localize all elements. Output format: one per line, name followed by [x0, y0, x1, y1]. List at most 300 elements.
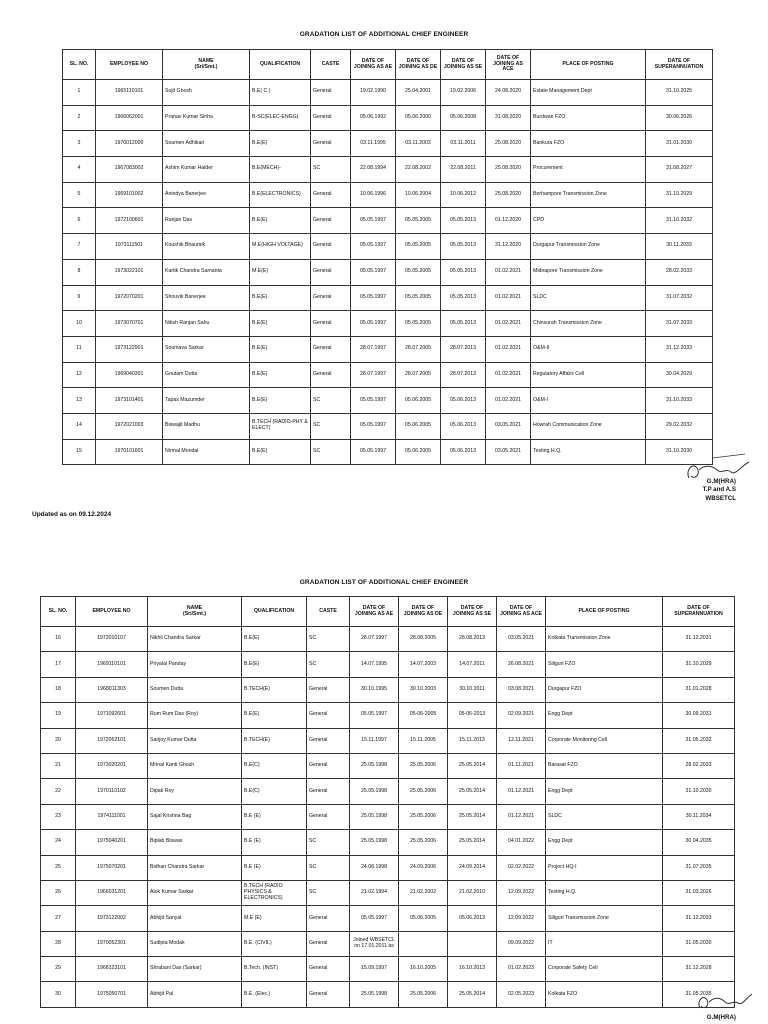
cell-sl-no: 6 [63, 208, 96, 234]
cell-date-superannuation: 31.07.2033 [646, 311, 713, 337]
cell-date-de: 05.06.2005 [399, 906, 448, 931]
cell-name: Biswajit Madhu [163, 413, 250, 439]
cell-date-superannuation: 31.05.2035 [663, 982, 735, 1007]
cell-sl-no: 25 [41, 855, 76, 880]
cell-sl-no: 16 [41, 627, 76, 652]
cell-date-se: 28.07.2013 [441, 336, 486, 362]
table-row [41, 830, 735, 855]
cell-date-de: 14.07.2003 [399, 652, 448, 677]
column-header-employee-no: EMPLOYEE NO [96, 50, 163, 80]
cell-date-se: 25.05.2014 [448, 753, 497, 778]
cell-date-superannuation: 31.10.2029 [663, 652, 735, 677]
table-row [63, 105, 713, 131]
cell-date-de: 05.06.2005 [396, 413, 441, 439]
cell-sl-no: 20 [41, 728, 76, 753]
cell-sl-no: 10 [63, 311, 96, 337]
cell-date-ae: 25.05.1998 [350, 779, 399, 804]
cell-date-ae: 05.05.1997 [351, 413, 396, 439]
page2-title: GRADATION LIST OF ADDITIONAL CHIEF ENGINEER [299, 579, 469, 586]
cell-date-de: 05.05.2005 [396, 234, 441, 260]
cell-employee-no: 1971092601 [76, 703, 148, 728]
column-header-date-ae: DATE OF JOINING AS AE [350, 597, 399, 627]
column-header-place-of-posting: PLACE OF POSTING [531, 50, 646, 80]
cell-date-ace: 02.02.2022 [497, 855, 546, 880]
cell-date-se: 25.05.2014 [448, 830, 497, 855]
cell-date-ae: 15.11.1997 [350, 728, 399, 753]
cell-name: Shrabani Das (Sarkar) [148, 957, 242, 982]
cell-name: Mrinal Kanti Ghosh [148, 753, 242, 778]
cell-date-ace: 31.08.2020 [486, 105, 531, 131]
cell-qualification: B.E. (Elec.) [242, 982, 307, 1007]
cell-qualification: B.E(E) [250, 131, 311, 157]
cell-employee-no: 1967083002 [96, 157, 163, 183]
cell-sl-no: 15 [63, 439, 96, 465]
cell-date-ace: 25.08.2020 [486, 157, 531, 183]
cell-name: Sajal Krishna Bag [148, 804, 242, 829]
cell-caste: General [307, 753, 350, 778]
cell-date-de: 25.04.2001 [396, 80, 441, 106]
cell-date-de: 25.05.2006 [399, 982, 448, 1007]
cell-place-of-posting: O&M-II [531, 336, 646, 362]
column-header-date-ace: DATE OF JOINING AS ACE [486, 50, 531, 80]
cell-name: Sanjoy Kumar Dutta [148, 728, 242, 753]
cell-date-de: 05.06.2000 [396, 105, 441, 131]
cell-qualification: B.E (E) [242, 855, 307, 880]
cell-date-ae: 24.08.1998 [350, 855, 399, 880]
cell-caste: General [311, 311, 351, 337]
cell-employee-no: 1974111001 [76, 804, 148, 829]
cell-place-of-posting: Burdwan FZO [531, 105, 646, 131]
table-row [41, 880, 735, 905]
cell-qualification: B.E(E) [242, 703, 307, 728]
cell-place-of-posting: Procurement [531, 157, 646, 183]
cell-date-se: 15.11.2013 [448, 728, 497, 753]
cell-place-of-posting: Howrah Communication Zone [531, 413, 646, 439]
table-row [63, 311, 713, 337]
cell-qualification: M.E(HIGH VOLTAGE) [250, 234, 311, 260]
cell-date-de: 10.06.2004 [396, 182, 441, 208]
cell-date-ae: 03.11.1995 [351, 131, 396, 157]
cell-employee-no: 1973020201 [76, 753, 148, 778]
cell-caste: General [311, 259, 351, 285]
cell-date-ae: 19.02.1990 [351, 80, 396, 106]
cell-employee-no: 1975040201 [76, 830, 148, 855]
cell-date-de: 05.05.2005 [396, 259, 441, 285]
table-row [63, 336, 713, 362]
cell-qualification: B-SC(ELEC-ENGG) [250, 105, 311, 131]
cell-date-de: 05.06.2005 [396, 388, 441, 414]
cell-name: Rum Rum Das (Roy) [148, 703, 242, 728]
cell-sl-no: 9 [63, 285, 96, 311]
cell-date-se: 19.02.2006 [441, 80, 486, 106]
cell-date-ace: 03.05.2021 [486, 413, 531, 439]
cell-sl-no: 3 [63, 131, 96, 157]
cell-caste: SC [307, 830, 350, 855]
table-row [41, 728, 735, 753]
cell-name: Bidhan Chandra Sarkar [148, 855, 242, 880]
cell-date-ace: 02.05.2023 [497, 982, 546, 1007]
cell-date-superannuation: 30.09.2031 [663, 703, 735, 728]
cell-place-of-posting: Durgapur Transmission Zone [531, 234, 646, 260]
table-header-row [63, 50, 713, 80]
cell-employee-no: 1973122002 [76, 906, 148, 931]
cell-sl-no: 28 [41, 931, 76, 956]
cell-sl-no: 24 [41, 830, 76, 855]
cell-date-ace: 24.08.2020 [486, 80, 531, 106]
cell-date-superannuation: 31.03.2026 [663, 880, 735, 905]
cell-qualification: B.E(E) [250, 285, 311, 311]
cell-name: Shouvik Banerjee [163, 285, 250, 311]
cell-date-se: 25.05.2014 [448, 982, 497, 1007]
cell-employee-no: 1966062001 [96, 105, 163, 131]
cell-employee-no: 1973101401 [96, 388, 163, 414]
cell-date-ae: 05.05.1997 [351, 311, 396, 337]
cell-place-of-posting: Barasat FZO [546, 753, 663, 778]
cell-place-of-posting: SLDC [546, 804, 663, 829]
cell-date-ace: 01.02.2021 [486, 259, 531, 285]
cell-qualification: B.E( C ) [250, 80, 311, 106]
column-header-date-ae: DATE OF JOINING AS AE [351, 50, 396, 80]
cell-place-of-posting: Midnapore Transmission Zone [531, 259, 646, 285]
cell-date-superannuation: 29.02.2032 [646, 413, 713, 439]
cell-employee-no: 1965110101 [96, 80, 163, 106]
cell-date-superannuation: 31.10.2029 [646, 182, 713, 208]
table-row [41, 982, 735, 1007]
signature-line: G.M(HRA) [706, 1014, 736, 1021]
cell-name: Koushik Bhaumik [163, 234, 250, 260]
cell-sl-no: 17 [41, 652, 76, 677]
cell-qualification: B.TECH (RADIO-PHY & ELECT) [250, 413, 311, 439]
cell-name: Alok Kumar Sarkar [148, 880, 242, 905]
cell-name: Kartik Chandra Samanta [163, 259, 250, 285]
cell-date-superannuation: 31.10.2033 [646, 388, 713, 414]
cell-employee-no: 1973022101 [96, 259, 163, 285]
cell-date-ace: 12.09.2022 [497, 906, 546, 931]
cell-caste: General [311, 208, 351, 234]
cell-qualification: B.E(E) [250, 311, 311, 337]
cell-date-ae: 05.05.1997 [350, 906, 399, 931]
signature-line: G.M(HRA) [706, 478, 736, 485]
cell-date-superannuation: 31.05.2030 [663, 931, 735, 956]
cell-date-ace: 01.02.2021 [486, 311, 531, 337]
column-header-caste: CASTE [311, 50, 351, 80]
cell-date-ace: 02.09.2021 [497, 703, 546, 728]
cell-sl-no: 22 [41, 779, 76, 804]
cell-place-of-posting: CPD [531, 208, 646, 234]
table-row [63, 234, 713, 260]
cell-date-se: 05.05.2013 [441, 311, 486, 337]
table-row [41, 779, 735, 804]
cell-date-se: 16.10.2013 [448, 957, 497, 982]
cell-date-ace: 01.02.2021 [486, 336, 531, 362]
cell-name: Goutam Dutta [163, 362, 250, 388]
cell-qualification: B.E(MECH)- [250, 157, 311, 183]
cell-sl-no: 13 [63, 388, 96, 414]
cell-sl-no: 21 [41, 753, 76, 778]
cell-place-of-posting: Berhampore Transmission Zone [531, 182, 646, 208]
cell-caste: General [307, 957, 350, 982]
cell-sl-no: 11 [63, 336, 96, 362]
cell-date-superannuation: 30.06.2026 [646, 105, 713, 131]
column-header-name: NAME (Sri/Smt.) [163, 50, 250, 80]
table-row [41, 753, 735, 778]
cell-qualification: B.E (E) [242, 830, 307, 855]
cell-date-superannuation: 31.05.2032 [663, 728, 735, 753]
cell-name: Abhijit Sanyal [148, 906, 242, 931]
cell-place-of-posting: O&M-I [531, 388, 646, 414]
cell-date-de: 05.05.2005 [396, 208, 441, 234]
column-header-date-superannuation: DATE OF SUPERANNUATION [663, 597, 735, 627]
cell-place-of-posting: Chinsurah Transmission Zone [531, 311, 646, 337]
cell-date-ae: 25.05.1998 [350, 804, 399, 829]
cell-date-superannuation: 31.10.2032 [646, 208, 713, 234]
cell-employee-no: 1969040301 [96, 362, 163, 388]
cell-employee-no: 1975070201 [76, 855, 148, 880]
cell-sl-no: 18 [41, 677, 76, 702]
cell-date-superannuation: 30.11.2033 [646, 234, 713, 260]
cell-employee-no: 1970012000 [96, 131, 163, 157]
cell-employee-no: 1972052101 [76, 728, 148, 753]
cell-date-ae: 05.05.1997 [351, 388, 396, 414]
cell-sl-no: 2 [63, 105, 96, 131]
cell-date-superannuation: 31.08.2027 [646, 157, 713, 183]
cell-date-de: 25.05.2006 [399, 804, 448, 829]
cell-date-ae: 05.05.1997 [351, 259, 396, 285]
cell-date-superannuation: 31.12.2033 [663, 906, 735, 931]
cell-employee-no: 1972100601 [96, 208, 163, 234]
cell-name: Anindya Banerjee [163, 182, 250, 208]
cell-date-de: 21.02.2002 [399, 880, 448, 905]
cell-name: Soumava Sarkar [163, 336, 250, 362]
cell-place-of-posting: Kolkata Transmission Zone [546, 627, 663, 652]
cell-date-de: 25.05.2006 [399, 753, 448, 778]
cell-date-se: 05.05.2013 [441, 234, 486, 260]
cell-date-superannuation: 31.07.2032 [646, 285, 713, 311]
table-row [63, 413, 713, 439]
cell-date-de: 24.09.2006 [399, 855, 448, 880]
table-row [41, 652, 735, 677]
cell-date-superannuation: 31.12.2033 [646, 336, 713, 362]
column-header-date-superannuation: DATE OF SUPERANNUATION [646, 50, 713, 80]
signature-mark-2 [694, 988, 754, 1014]
table-row [41, 627, 735, 652]
cell-name: Sujit Ghosh [163, 80, 250, 106]
cell-date-se: 05.06.2013 [441, 388, 486, 414]
cell-caste: General [307, 804, 350, 829]
table-row [63, 182, 713, 208]
cell-date-ace: 01.12.2020 [486, 208, 531, 234]
cell-date-ace: 09.09.2022 [497, 931, 546, 956]
table-row [63, 259, 713, 285]
cell-employee-no: 1975050701 [76, 982, 148, 1007]
cell-date-superannuation: 31.12.2031 [663, 627, 735, 652]
cell-date-se: 05-06-2013 [448, 703, 497, 728]
cell-employee-no: 1968011303 [76, 677, 148, 702]
cell-caste: General [311, 131, 351, 157]
table-row [41, 677, 735, 702]
cell-date-se: 05.05.2013 [441, 208, 486, 234]
cell-place-of-posting: Estate Management Dept [531, 80, 646, 106]
cell-date-ace: 31.12.2020 [486, 234, 531, 260]
cell-employee-no: 1970110102 [76, 779, 148, 804]
cell-date-se: 28.07.2013 [441, 362, 486, 388]
cell-date-se: 25.05.2014 [448, 779, 497, 804]
cell-name: Dipak Roy [148, 779, 242, 804]
cell-date-de: 05.05.2005 [396, 311, 441, 337]
cell-caste: General [307, 906, 350, 931]
cell-caste: General [307, 703, 350, 728]
cell-place-of-posting: Kolkata FZO [546, 982, 663, 1007]
column-header-caste: CASTE [307, 597, 350, 627]
column-header-employee-no: EMPLOYEE NO [76, 597, 148, 627]
table-row [63, 285, 713, 311]
cell-name: Priyalal Panday [148, 652, 242, 677]
cell-employee-no: 1970101601 [96, 439, 163, 465]
cell-place-of-posting: Engg Dept [546, 703, 663, 728]
cell-employee-no: 1972010107 [76, 627, 148, 652]
cell-place-of-posting: Bankura FZO [531, 131, 646, 157]
column-header-sl-no: SL. NO. [63, 50, 96, 80]
cell-date-de: 30.10.2003 [399, 677, 448, 702]
cell-caste: SC [307, 627, 350, 652]
cell-sl-no: 23 [41, 804, 76, 829]
cell-sl-no: 30 [41, 982, 76, 1007]
cell-date-superannuation: 28.02.2033 [646, 259, 713, 285]
cell-date-ace: 03.05.2021 [497, 627, 546, 652]
cell-date-superannuation: 30.11.2034 [663, 804, 735, 829]
cell-date-se: 05.05.2013 [441, 285, 486, 311]
cell-qualification: B.E(C) [242, 753, 307, 778]
cell-date-de: 28.07.2005 [396, 362, 441, 388]
signature-block-2 [707, 1014, 736, 1022]
cell-employee-no: 1973070701 [96, 311, 163, 337]
column-header-date-ace: DATE OF JOINING AS ACE [497, 597, 546, 627]
updated-date: Updated as on 09.12.2024 [32, 511, 112, 518]
cell-caste: General [311, 80, 351, 106]
cell-date-ae: 05.06.1992 [351, 105, 396, 131]
cell-date-se: 24.09.2014 [448, 855, 497, 880]
table-row [41, 931, 735, 956]
cell-caste: General [311, 234, 351, 260]
cell-name: Biplab Biswas [148, 830, 242, 855]
cell-caste: General [311, 362, 351, 388]
cell-caste: General [311, 336, 351, 362]
cell-place-of-posting: Testing H.Q. [546, 880, 663, 905]
cell-date-ae: 21.02.1994 [350, 880, 399, 905]
cell-date-de: 25.05.2006 [399, 830, 448, 855]
cell-date-ace: 12.09.2022 [497, 880, 546, 905]
cell-caste: General [307, 728, 350, 753]
cell-employee-no: 1968123101 [76, 957, 148, 982]
column-header-date-de: DATE OF JOINING AS DE [396, 50, 441, 80]
cell-qualification: B.E(E) [250, 208, 311, 234]
cell-date-ae: 28.07.1997 [350, 627, 399, 652]
table-row [41, 804, 735, 829]
signature-line: T.P and A.S [702, 486, 736, 494]
cell-qualification: B.E(E) [242, 652, 307, 677]
cell-date-superannuation: 31.10.2030 [663, 779, 735, 804]
cell-date-superannuation: 31.12.2028 [663, 957, 735, 982]
cell-date-superannuation: 31.10.2030 [646, 439, 713, 465]
cell-caste: General [307, 931, 350, 956]
cell-date-de: 22.08.2002 [396, 157, 441, 183]
cell-place-of-posting: Regulatory Affairs Cell [531, 362, 646, 388]
cell-date-ace: 01.02.2021 [486, 388, 531, 414]
cell-employee-no: 1973122901 [96, 336, 163, 362]
cell-date-de: 16.10.2005 [399, 957, 448, 982]
cell-employee-no: 1972070201 [96, 285, 163, 311]
cell-date-superannuation: 28.02.2033 [663, 753, 735, 778]
cell-sl-no: 1 [63, 80, 96, 106]
cell-sl-no: 5 [63, 182, 96, 208]
cell-caste: SC [311, 413, 351, 439]
table-row [63, 131, 713, 157]
cell-name: Tapas Mazumder [163, 388, 250, 414]
cell-sl-no: 8 [63, 259, 96, 285]
cell-place-of-posting: SLDC [531, 285, 646, 311]
cell-date-ace: 26.08.2021 [497, 652, 546, 677]
cell-date-se [448, 931, 497, 956]
table-row [63, 388, 713, 414]
cell-date-ace: 03.08.2021 [497, 677, 546, 702]
cell-caste: General [307, 677, 350, 702]
cell-place-of-posting: Engg Dept [546, 830, 663, 855]
cell-name: Pranav Kumar Sinha [163, 105, 250, 131]
cell-name: Abhijit Pal [148, 982, 242, 1007]
cell-qualification: B.E(C) [242, 779, 307, 804]
cell-date-ace: 01.02.2021 [486, 362, 531, 388]
column-header-qualification: QUALIFICATION [242, 597, 307, 627]
cell-qualification: B.TECH(E) [242, 728, 307, 753]
cell-place-of-posting: Testing H.Q. [531, 439, 646, 465]
cell-name: Soumen Dutta [148, 677, 242, 702]
cell-date-superannuation: 31.01.2030 [646, 131, 713, 157]
cell-sl-no: 27 [41, 906, 76, 931]
column-header-qualification: QUALIFICATION [250, 50, 311, 80]
cell-employee-no: 1966031201 [76, 880, 148, 905]
cell-date-ae: 05.05.1997 [350, 703, 399, 728]
column-header-date-se: DATE OF JOINING AS SE [441, 50, 486, 80]
cell-qualification: B.E (E) [242, 804, 307, 829]
cell-date-ace: 12.11.2021 [497, 728, 546, 753]
cell-caste: SC [311, 157, 351, 183]
cell-date-de: 15.11.2005 [399, 728, 448, 753]
cell-date-se: 28.08.2013 [448, 627, 497, 652]
cell-date-de: 28.07.2005 [396, 336, 441, 362]
cell-date-ae: 05.05.1997 [351, 285, 396, 311]
table-row [63, 362, 713, 388]
cell-date-se: 21.02.2010 [448, 880, 497, 905]
cell-name: Soumen Adhikari [163, 131, 250, 157]
column-header-date-se: DATE OF JOINING AS SE [448, 597, 497, 627]
cell-place-of-posting: Durgapur FZO [546, 677, 663, 702]
cell-place-of-posting: Corporate Safety Cell [546, 957, 663, 982]
table-row [41, 957, 735, 982]
cell-date-de: 05-06-2005 [399, 703, 448, 728]
cell-qualification: B.E(ELECTRONICS) [250, 182, 311, 208]
cell-date-ae: 10.06.1996 [351, 182, 396, 208]
cell-date-de: 05.06.2005 [396, 439, 441, 465]
cell-place-of-posting: Project HQ-I [546, 855, 663, 880]
cell-date-de: 25.05.2006 [399, 779, 448, 804]
cell-date-ace: 01.11.2021 [497, 753, 546, 778]
signature-block-1 [703, 478, 736, 503]
cell-date-ace: 03.05.2021 [486, 439, 531, 465]
column-header-place-of-posting: PLACE OF POSTING [546, 597, 663, 627]
cell-sl-no: 29 [41, 957, 76, 982]
cell-date-ae: 28.07.1997 [351, 362, 396, 388]
table-row [63, 157, 713, 183]
